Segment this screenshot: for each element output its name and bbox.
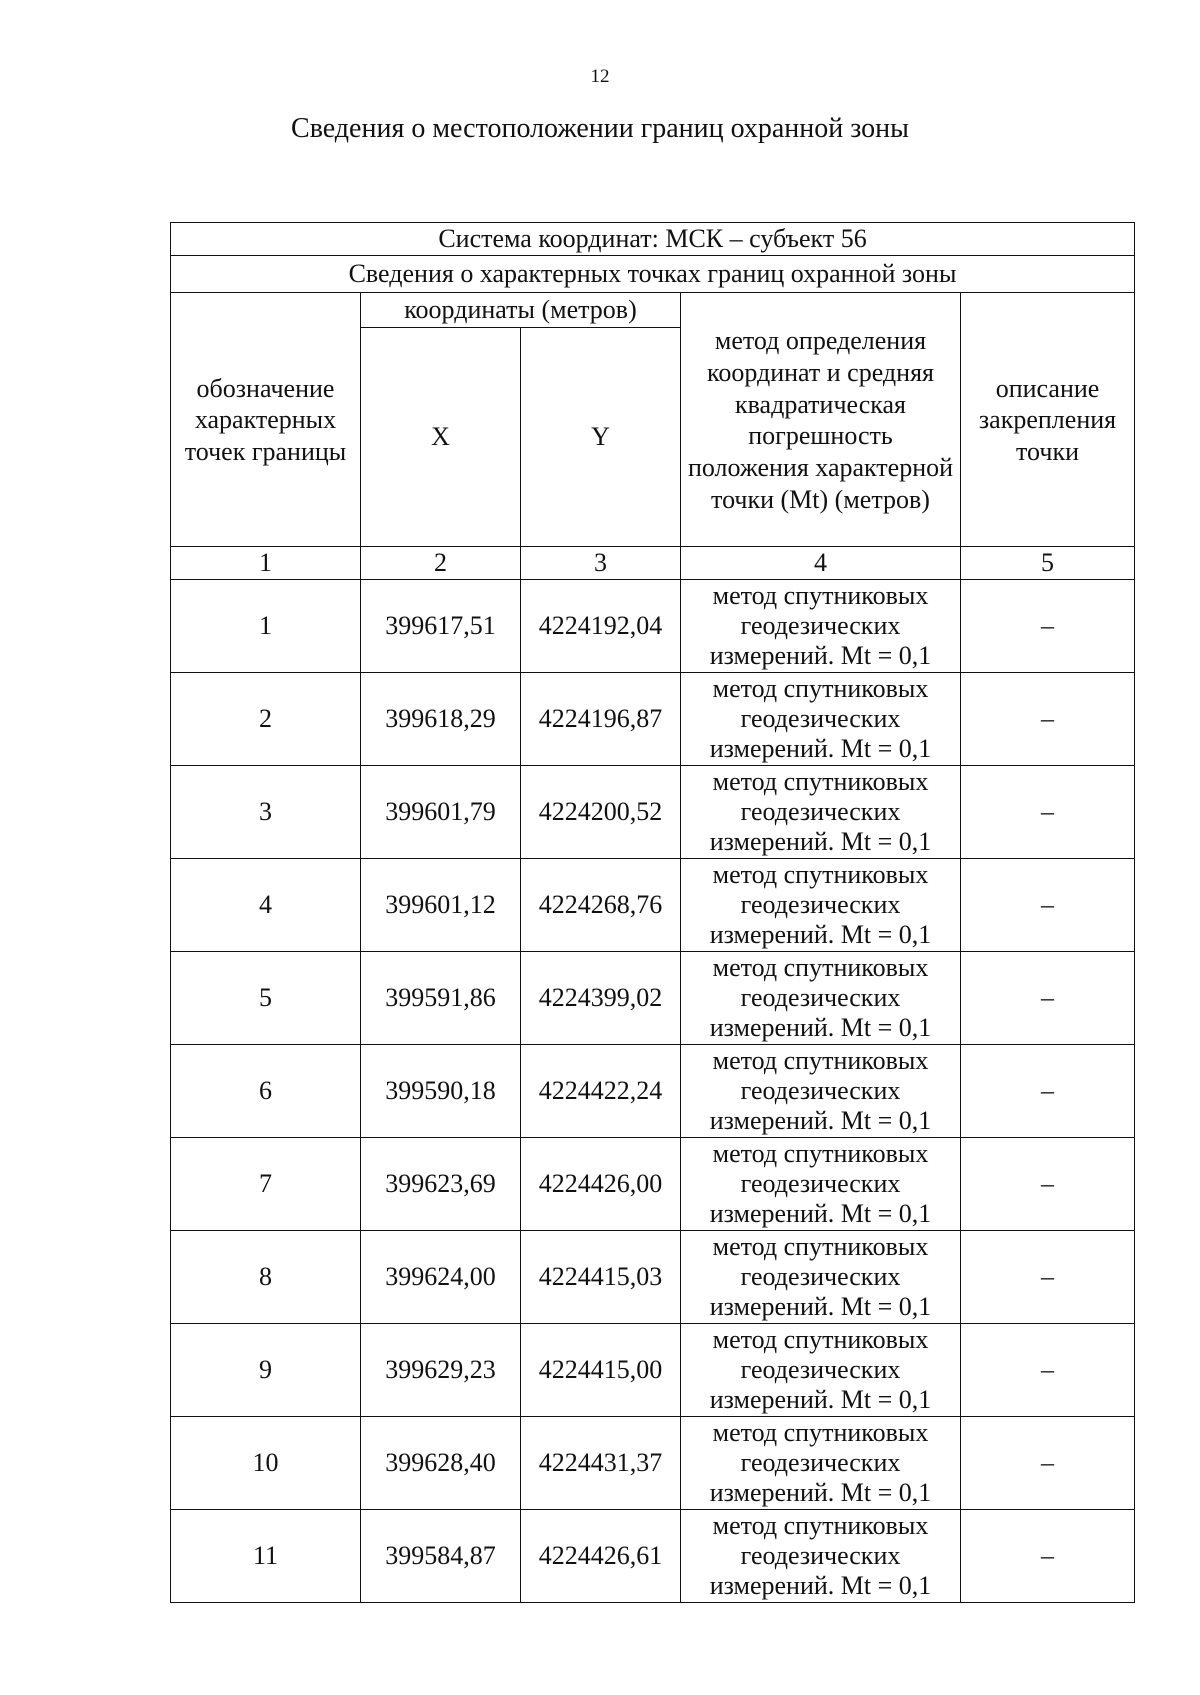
y-coordinate-cell: 4224426,61 [521,1509,681,1602]
description-cell: – [961,1230,1135,1323]
point-number-cell: 8 [171,1230,361,1323]
section-title: Сведения о характерных точках границ охранной зоны [171,255,1135,292]
y-coordinate-cell: 4224415,00 [521,1323,681,1416]
method-cell: метод спутниковых геодезических измерений. Mt = 0,1 [681,1044,961,1137]
table-row [171,765,1135,858]
x-coordinate-cell: 399624,00 [361,1230,521,1323]
column-number: 2 [361,546,521,579]
table-row [171,1509,1135,1602]
header-point-designation: обозначение характерных точек границы [171,292,361,546]
table-row [171,1323,1135,1416]
description-cell: – [961,858,1135,951]
method-cell: метод спутниковых геодезических измерений. Mt = 0,1 [681,1137,961,1230]
point-number-cell: 3 [171,765,361,858]
y-coordinate-cell: 4224415,03 [521,1230,681,1323]
table-row [171,1416,1135,1509]
description-cell: – [961,672,1135,765]
table-row [171,1044,1135,1137]
description-cell: – [961,765,1135,858]
x-coordinate-cell: 399591,86 [361,951,521,1044]
page-title: Сведения о местоположении границ охранной зоны [291,113,909,144]
y-coordinate-cell: 4224431,37 [521,1416,681,1509]
method-cell: метод спутниковых геодезических измерений. Mt = 0,1 [681,1323,961,1416]
header-coordinates: координаты (метров) [361,292,681,327]
method-cell: метод спутниковых геодезических измерений. Mt = 0,1 [681,951,961,1044]
column-number: 3 [521,546,681,579]
x-coordinate-cell: 399628,40 [361,1416,521,1509]
y-coordinate-cell: 4224268,76 [521,858,681,951]
description-cell: – [961,1509,1135,1602]
column-number: 5 [961,546,1135,579]
boundary-points-table [170,222,1135,1603]
table-row [171,951,1135,1044]
y-coordinate-cell: 4224196,87 [521,672,681,765]
description-cell: – [961,1044,1135,1137]
method-cell: метод спутниковых геодезических измерений. Mt = 0,1 [681,672,961,765]
x-coordinate-cell: 399601,12 [361,858,521,951]
description-cell: – [961,1416,1135,1509]
point-number-cell: 11 [171,1509,361,1602]
table-row [171,858,1135,951]
point-number-cell: 1 [171,579,361,672]
method-cell: метод спутниковых геодезических измерений. Mt = 0,1 [681,1509,961,1602]
table-row [171,672,1135,765]
x-coordinate-cell: 399618,29 [361,672,521,765]
point-number-cell: 10 [171,1416,361,1509]
description-cell: – [961,579,1135,672]
y-coordinate-cell: 4224426,00 [521,1137,681,1230]
page-number: 12 [590,66,610,87]
method-cell: метод спутниковых геодезических измерений. Mt = 0,1 [681,579,961,672]
table-row [171,579,1135,672]
table-row [171,1230,1135,1323]
x-coordinate-cell: 399584,87 [361,1509,521,1602]
x-coordinate-cell: 399623,69 [361,1137,521,1230]
point-number-cell: 7 [171,1137,361,1230]
header-method: метод определения координат и средняя квадратическая погрешность положения характерной точки (Mt) (метров) [681,292,961,546]
method-cell: метод спутниковых геодезических измерений. Mt = 0,1 [681,1416,961,1509]
point-number-cell: 9 [171,1323,361,1416]
header-x: X [361,327,521,546]
point-number-cell: 4 [171,858,361,951]
method-cell: метод спутниковых геодезических измерений. Mt = 0,1 [681,1230,961,1323]
header-y: Y [521,327,681,546]
y-coordinate-cell: 4224399,02 [521,951,681,1044]
x-coordinate-cell: 399617,51 [361,579,521,672]
column-number: 4 [681,546,961,579]
point-number-cell: 2 [171,672,361,765]
x-coordinate-cell: 399601,79 [361,765,521,858]
x-coordinate-cell: 399629,23 [361,1323,521,1416]
point-number-cell: 5 [171,951,361,1044]
description-cell: – [961,951,1135,1044]
method-cell: метод спутниковых геодезических измерений. Mt = 0,1 [681,765,961,858]
column-number: 1 [171,546,361,579]
y-coordinate-cell: 4224192,04 [521,579,681,672]
description-cell: – [961,1323,1135,1416]
description-cell: – [961,1137,1135,1230]
y-coordinate-cell: 4224200,52 [521,765,681,858]
table-row [171,1137,1135,1230]
column-number-row [171,546,1135,579]
method-cell: метод спутниковых геодезических измерений. Mt = 0,1 [681,858,961,951]
header-description: описание закрепления точки [961,292,1135,546]
point-number-cell: 6 [171,1044,361,1137]
x-coordinate-cell: 399590,18 [361,1044,521,1137]
y-coordinate-cell: 4224422,24 [521,1044,681,1137]
coordinate-system-caption: Система координат: МСК – субъект 56 [171,223,1135,256]
